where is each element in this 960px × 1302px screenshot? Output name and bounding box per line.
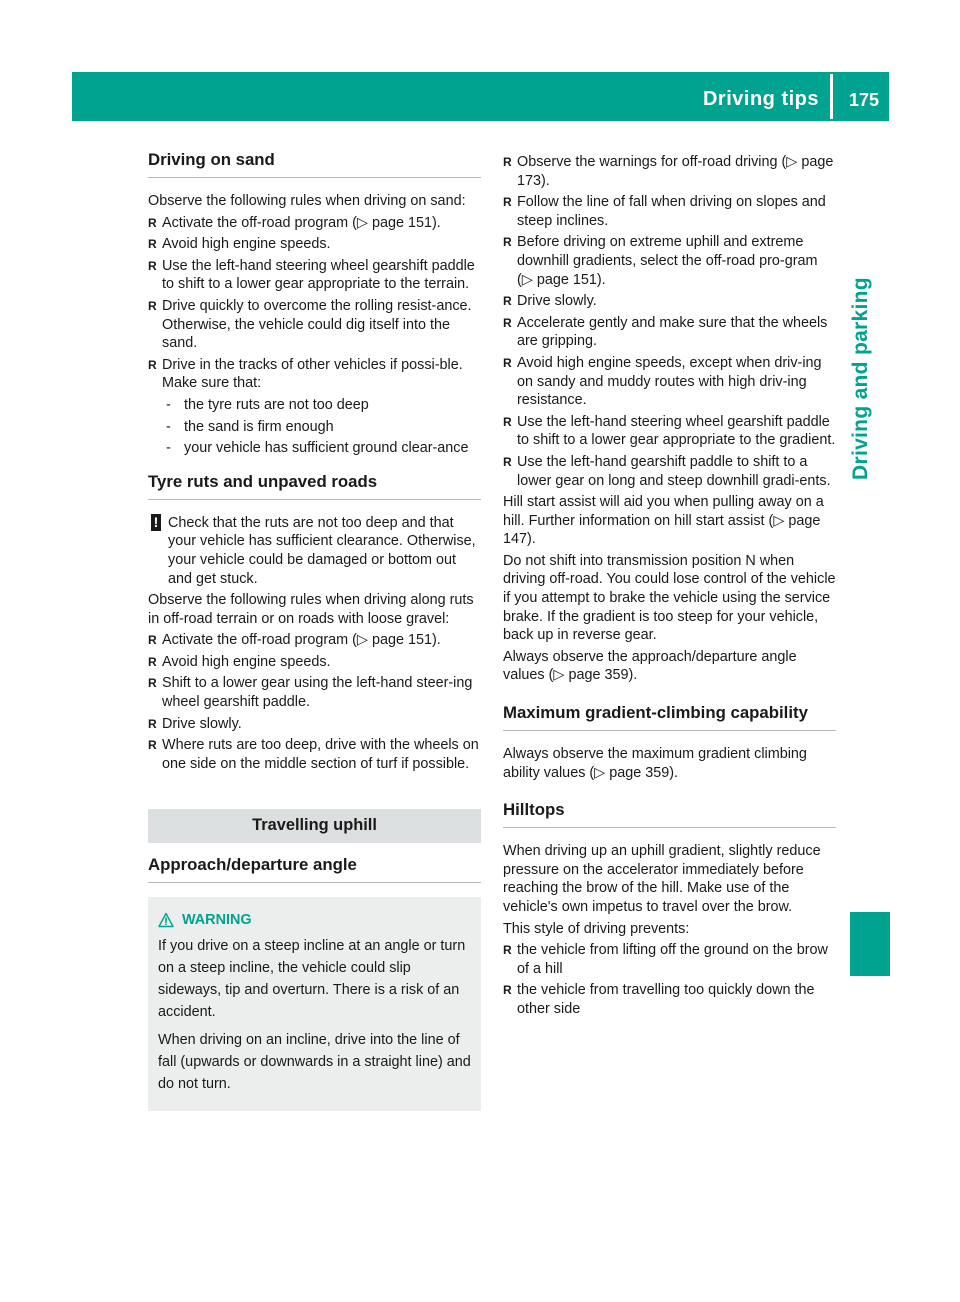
max-gradient-text: Always observe the maximum gradient climbing ability values (▷ page 359). xyxy=(503,746,807,781)
list-item: R Use the left-hand steering wheel gearshift paddle to shift to a lower gear appropriate to the terrain. xyxy=(148,257,481,294)
list-item: R Activate the off-road program (▷ page 151). xyxy=(148,214,481,233)
list-item: R Drive slowly. xyxy=(503,292,836,311)
sand-sub-list xyxy=(162,396,481,458)
heading-hilltops: Hilltops xyxy=(503,800,836,828)
sub-list-item: - the sand is firm enough xyxy=(162,418,481,437)
list-item: R Activate the off-road program (▷ page 151). xyxy=(148,631,481,650)
list-item: R Follow the line of fall when driving on slopes and steep inclines. xyxy=(503,193,836,230)
ruts-rules-list xyxy=(148,631,481,773)
list-item xyxy=(148,356,481,458)
list-item: R Drive slowly. xyxy=(148,715,481,734)
uphill-rules-list xyxy=(503,153,836,490)
heading-approach-departure: Approach/departure angle xyxy=(148,855,481,883)
list-item: R Avoid high engine speeds. xyxy=(148,235,481,254)
side-tab-marker xyxy=(850,912,890,976)
list-item: R Observe the warnings for off-road driving (▷ page 173). xyxy=(503,153,836,190)
heading-max-gradient: Maximum gradient-climbing capability xyxy=(503,703,836,731)
side-tab-label: Driving and parking xyxy=(849,277,872,480)
neutral-warning-text: Do not shift into transmission position N when driving off-road. You could lose control of the vehicle if you attempt to brake the vehicle using the service brake. If the gradient is too steep for your vehicle, back up in reverse gear. xyxy=(503,552,836,644)
heading-driving-on-sand: Driving on sand xyxy=(148,150,481,178)
hilltops-text: When driving up an uphill gradient, slightly reduce pressure on the accelerator immediately before reaching the brow of the hill. Make use of the vehicle's own impetus to travel over the brow. xyxy=(503,843,821,915)
sand-rules-list xyxy=(148,214,481,458)
list-item: R the vehicle from lifting off the ground on the brow of a hill xyxy=(503,941,836,978)
list-item: R Avoid high engine speeds, except when driv-ing on sandy and muddy routes with high driv-ing resistance. xyxy=(503,354,836,410)
list-item: R Shift to a lower gear using the left-hand steer-ing wheel gearshift paddle. xyxy=(148,674,481,711)
page-number: 175 xyxy=(848,90,879,110)
list-item-text: Drive in the tracks of other vehicles if possi-ble. Make sure that: xyxy=(162,356,463,392)
header-title: Driving tips xyxy=(702,88,819,110)
list-item: R Avoid high engine speeds. xyxy=(148,653,481,672)
sub-list-item: - your vehicle has sufficient ground clear-ance xyxy=(162,439,481,458)
list-item: R Drive quickly to overcome the rolling resist-ance. Otherwise, the vehicle could dig itself into the sand. xyxy=(148,297,481,353)
sand-intro: Observe the following rules when driving on sand: xyxy=(148,193,466,209)
right-column xyxy=(503,153,836,1022)
list-item: R Accelerate gently and make sure that the wheels are gripping. xyxy=(503,314,836,351)
list-item: R Before driving on extreme uphill and extreme downhill gradients, select the off-road pro-gram (▷ page 151). xyxy=(503,233,836,289)
hilltops-intro: This style of driving prevents: xyxy=(503,920,690,937)
warning-box xyxy=(148,897,481,1111)
warning-triangle-icon xyxy=(158,912,174,928)
left-column xyxy=(148,150,481,1111)
list-item: R the vehicle from travelling too quickly down the other side xyxy=(503,981,836,1018)
list-item: R Use the left-hand steering wheel gearshift paddle to shift to a lower gear appropriate to the gradient. xyxy=(503,413,836,450)
approach-note-text: Always observe the approach/departure angle values (▷ page 359). xyxy=(503,648,797,684)
heading-tyre-ruts: Tyre ruts and unpaved roads xyxy=(148,472,481,500)
section-travelling-uphill: Travelling uphill xyxy=(148,809,481,843)
page-header xyxy=(72,72,889,121)
list-item: R Use the left-hand gearshift paddle to shift to a lower gear on long and steep downhill gradi-ents. xyxy=(503,453,836,490)
warning-text: If you drive on a steep incline at an angle or turn on a steep incline, the vehicle could slip sideways, tip and overturn. There is a risk of an accident. xyxy=(158,938,466,1021)
warning-title: WARNING xyxy=(182,912,252,929)
header-divider xyxy=(830,74,833,119)
warning-header xyxy=(158,909,471,931)
note-text: Check that the ruts are not too deep and that your vehicle has sufficient clearance. Otherwise, your vehicle could be damaged or bottom out and get stuck. xyxy=(168,514,476,587)
hill-start-text: Hill start assist will aid you when pulling away on a hill. Further information on hill start assist (▷ page 147). xyxy=(503,494,824,548)
ruts-intro: Observe the following rules when driving along ruts in off-road terrain or on roads with loose gravel: xyxy=(148,592,474,627)
list-item: R Where ruts are too deep, drive with the wheels on one side on the middle section of turf if possible. xyxy=(148,736,481,773)
hilltops-list xyxy=(503,941,836,1018)
sub-list-item: - the tyre ruts are not too deep xyxy=(162,396,481,415)
exclamation-icon: ! xyxy=(151,514,161,531)
damage-note xyxy=(148,514,481,588)
warning-text: When driving on an incline, drive into the line of fall (upwards or downwards in a straight line) and do not turn. xyxy=(158,1032,471,1093)
